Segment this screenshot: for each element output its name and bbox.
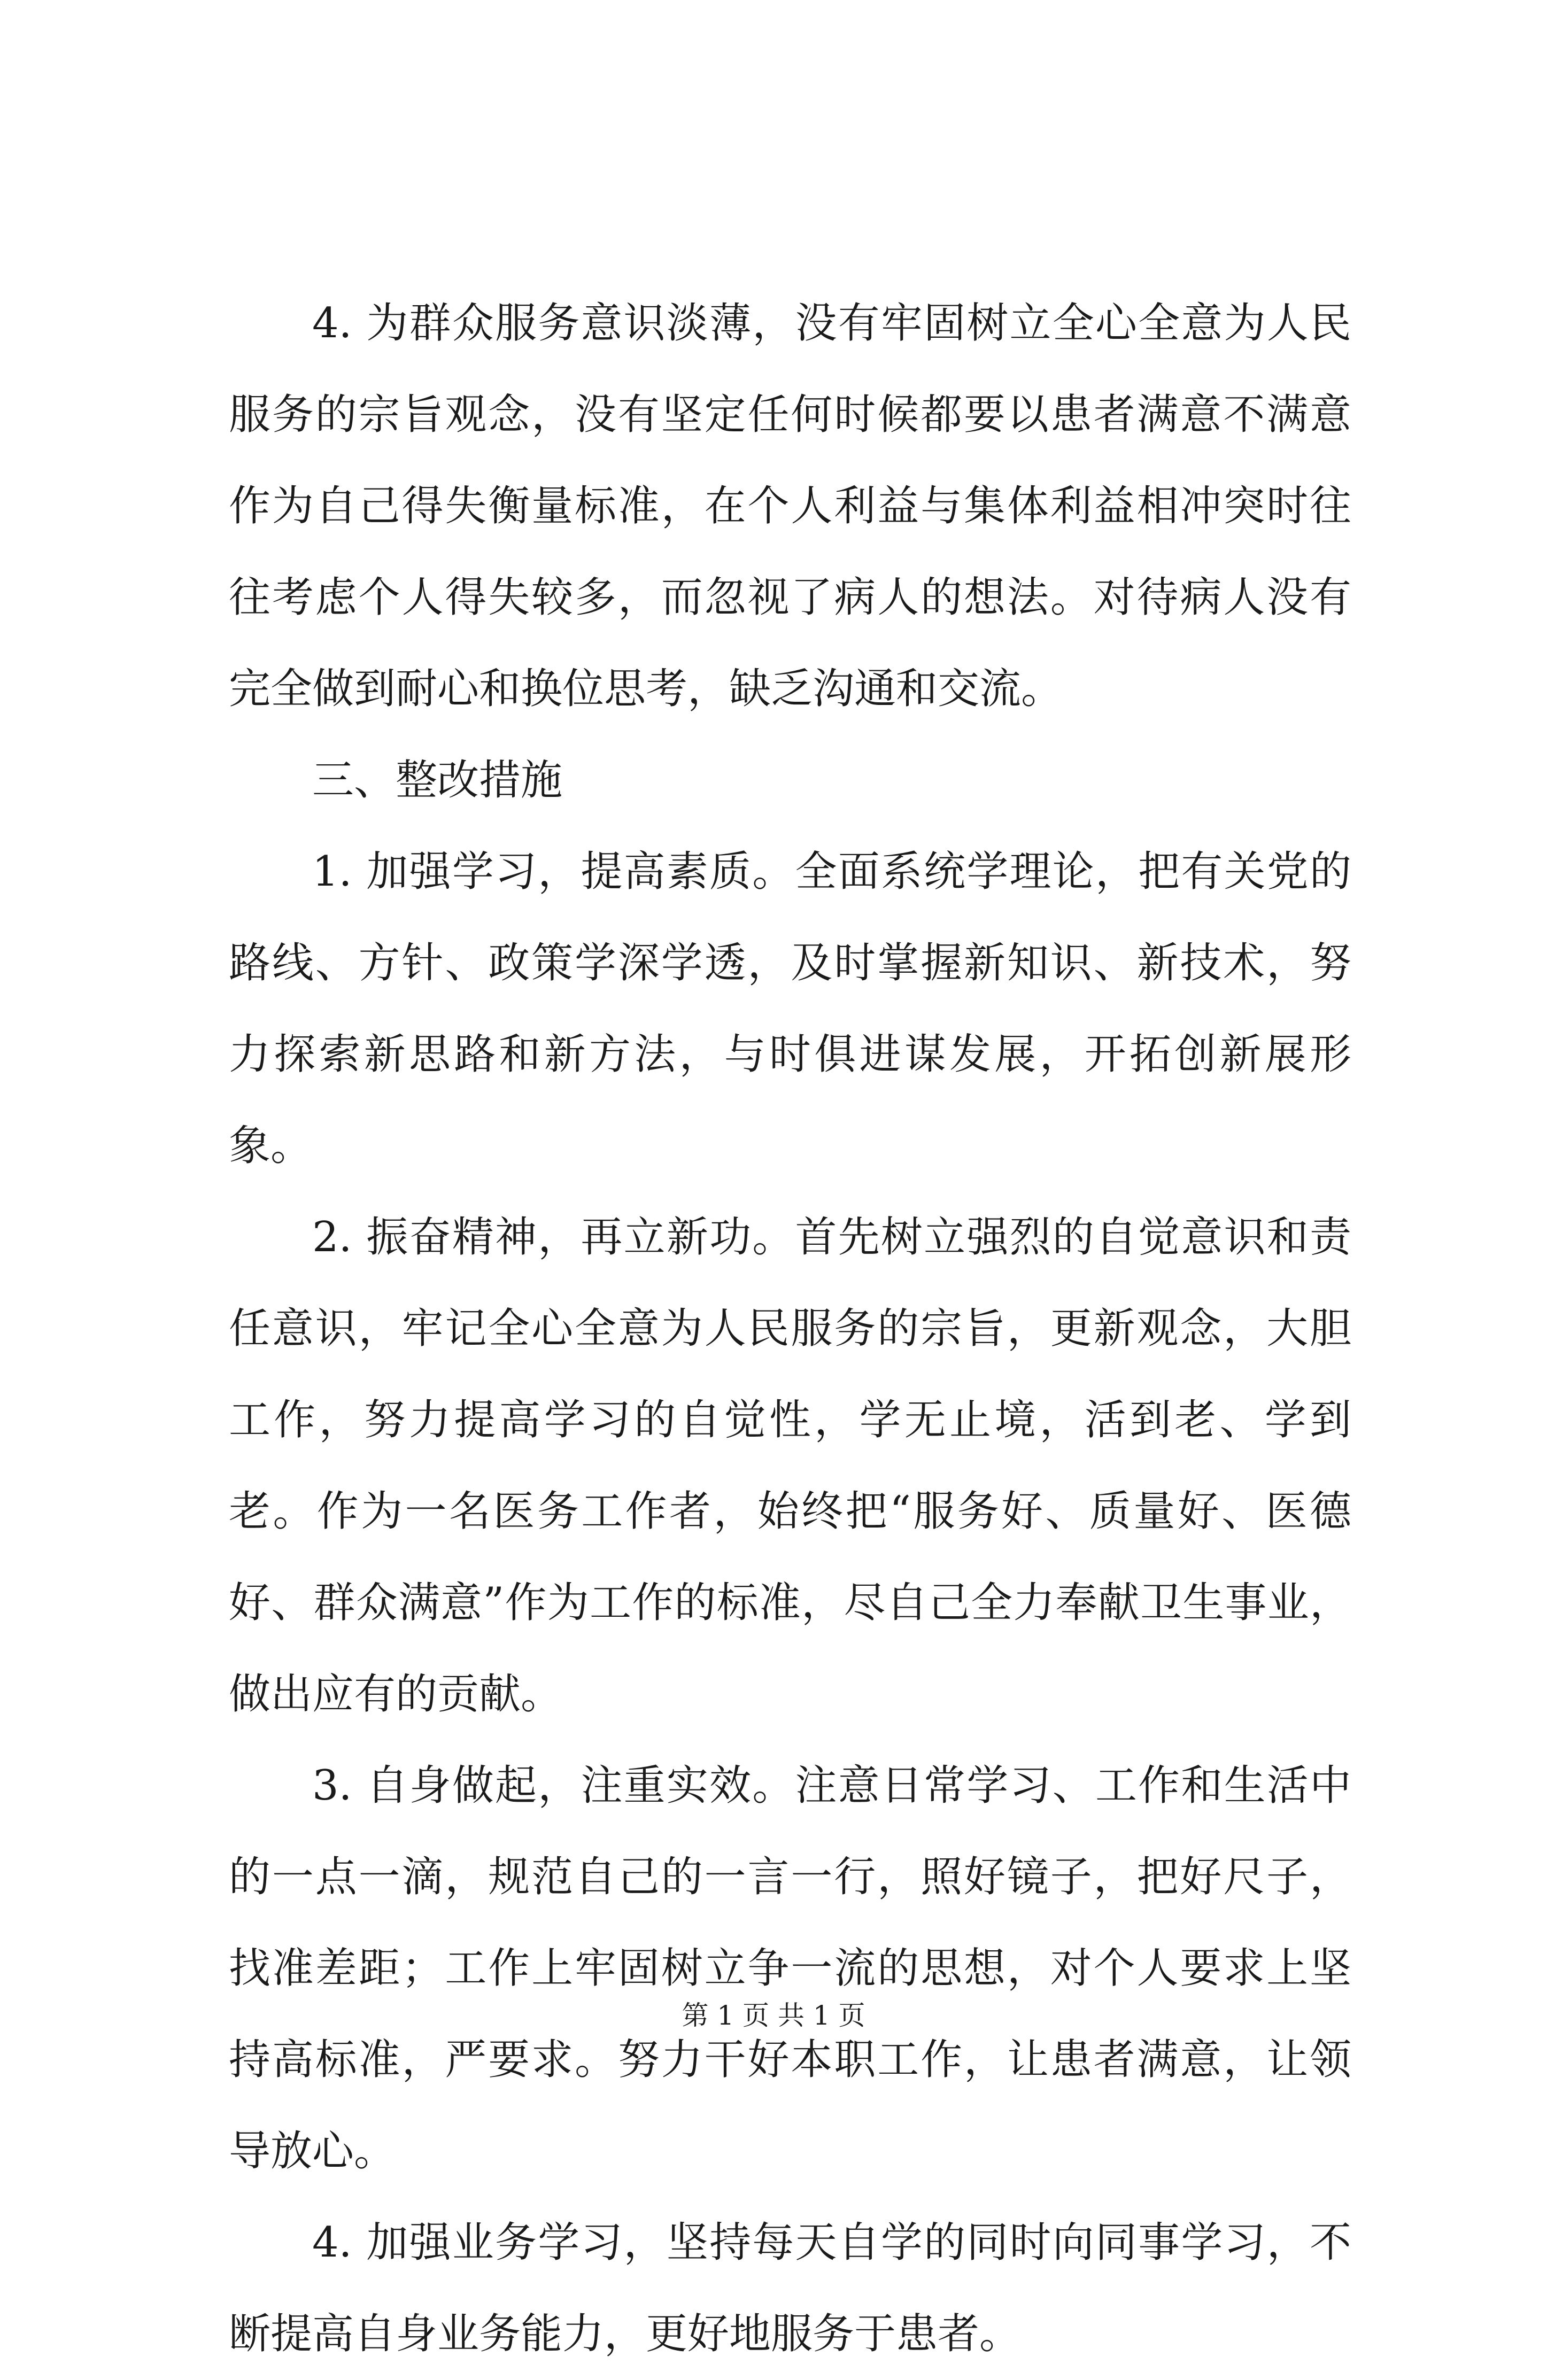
document-body [229, 278, 1351, 2380]
paragraph-service-awareness: 4. 为群众服务意识淡薄，没有牢固树立全心全意为人民服务的宗旨观念，没有坚定任何时候都要以患者满意不满意作为自己得失衡量标准，在个人利益与集体利益相冲突时往往考虑个人得失较多，而忽视了病人的想法。对待病人没有完全做到耐心和换位思考，缺乏沟通和交流。 [229, 299, 1351, 713]
paragraph-measure-1: 1. 加强学习，提高素质。全面系统学理论，把有关党的路线、方针、政策学深学透，及时掌握新知识、新技术，努力探索新思路和新方法，与时俱进谋发展，开拓创新展形象。 [229, 848, 1351, 1170]
section-heading-rectification: 三、整改措施 [312, 756, 563, 804]
paragraph-measure-2: 2. 振奋精神，再立新功。首先树立强烈的自觉意识和责任意识，牢记全心全意为人民服务的宗旨，更新观念，大胆工作，努力提高学习的自觉性，学无止境，活到老、学到老。作为一名医务工作者，始终把“服务好、质量好、医德好、群众满意”作为工作的标准，尽自己全力奉献卫生事业，做出应有的贡献。 [229, 1213, 1351, 1718]
paragraph-measure-3: 3. 自身做起，注重实效。注意日常学习、工作和生活中的一点一滴，规范自己的一言一行，照好镜子，把好尺子，找准差距；工作上牢固树立争一流的思想，对个人要求上坚持高标准，严要求。努力干好本职工作，让患者满意，让领导放心。 [229, 1762, 1351, 2175]
paragraph-measure-4: 4. 加强业务学习，坚持每天自学的同时向同事学习，不断提高自身业务能力，更好地服务于患者。 [229, 2219, 1351, 2358]
page-footer: 第 1 页 共 1 页 [682, 2000, 865, 2031]
